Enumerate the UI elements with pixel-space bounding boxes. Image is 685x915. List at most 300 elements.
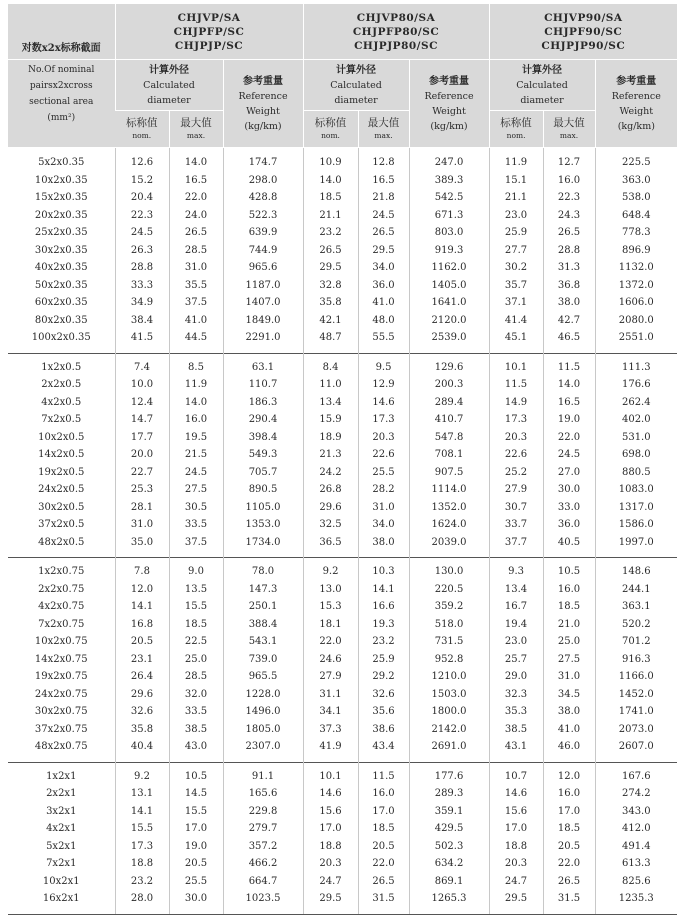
value-cell: 639.9 [223, 224, 303, 242]
value-cell: 26.5 [358, 873, 409, 891]
value-cell: 701.2 [595, 633, 677, 651]
value-cell: 14.7 [115, 411, 169, 429]
value-cell: 35.8 [115, 721, 169, 739]
value-cell: 45.1 [489, 329, 543, 347]
value-cell: 27.7 [489, 242, 543, 260]
value-cell: 31.0 [543, 668, 595, 686]
value-cell: 31.3 [543, 259, 595, 277]
value-cell: 25.9 [358, 651, 409, 669]
value-cell: 36.5 [303, 534, 358, 552]
value-cell: 29.2 [358, 668, 409, 686]
table-row [8, 376, 677, 394]
value-cell: 542.5 [409, 189, 489, 207]
value-cell: 825.6 [595, 873, 677, 891]
value-cell: 24.5 [115, 224, 169, 242]
value-cell: 262.4 [595, 394, 677, 412]
value-cell: 731.5 [409, 633, 489, 651]
value-cell: 31.0 [358, 499, 409, 517]
value-cell: 30.0 [169, 890, 223, 908]
value-cell: 33.3 [115, 277, 169, 295]
value-cell: 8.5 [169, 359, 223, 377]
value-cell: 19.0 [543, 411, 595, 429]
value-cell: 22.0 [169, 189, 223, 207]
value-cell: 466.2 [223, 855, 303, 873]
value-cell: 24.0 [169, 207, 223, 225]
value-cell: 298.0 [223, 172, 303, 190]
value-cell: 23.2 [115, 873, 169, 891]
weight-zh-label: 参考重量 [616, 75, 657, 87]
value-cell: 27.9 [489, 481, 543, 499]
value-cell: 363.1 [595, 598, 677, 616]
value-cell: 14.0 [303, 172, 358, 190]
value-cell: 29.5 [489, 890, 543, 908]
value-cell: 18.5 [543, 598, 595, 616]
value-cell: 33.5 [169, 703, 223, 721]
value-cell: 21.3 [303, 446, 358, 464]
table-row [8, 803, 677, 821]
value-cell: 1228.0 [223, 686, 303, 704]
calc-en-label: diameter [147, 94, 191, 106]
value-cell: 26.5 [543, 873, 595, 891]
size-cell: 24x2x0.75 [34, 688, 88, 700]
value-cell: 1105.0 [223, 499, 303, 517]
size-cell: 5x2x0.35 [38, 157, 85, 168]
first-col-en-line: No.Of nominal [28, 65, 95, 75]
value-cell: 22.6 [489, 446, 543, 464]
size-cell: 20x2x0.35 [34, 209, 88, 221]
first-col-en-line: sectional area [29, 97, 94, 107]
value-cell: 24.5 [543, 446, 595, 464]
value-cell: 18.9 [303, 429, 358, 447]
value-cell: 1496.0 [223, 703, 303, 721]
weight-header-3 [595, 60, 677, 148]
value-cell: 9.3 [489, 563, 543, 581]
value-cell: 2551.0 [595, 329, 677, 347]
table-row [8, 651, 677, 669]
value-cell: 1606.0 [595, 294, 677, 312]
size-cell: 10x2x0.75 [34, 636, 88, 647]
max-en-label: max. [559, 131, 579, 140]
cable-spec-table [8, 4, 677, 915]
value-cell: 15.9 [303, 411, 358, 429]
value-cell: 20.3 [303, 855, 358, 873]
value-cell: 20.5 [169, 855, 223, 873]
value-cell: 18.8 [489, 838, 543, 856]
calc-en-label: Calculated [516, 79, 568, 91]
value-cell: 174.7 [223, 154, 303, 172]
value-cell: 35.6 [358, 703, 409, 721]
table-row [8, 154, 677, 172]
value-cell: 359.1 [409, 803, 489, 821]
value-cell: 531.0 [595, 429, 677, 447]
size-cell: 48x2x0.75 [34, 741, 88, 752]
value-cell: 708.1 [409, 446, 489, 464]
size-cell: 15x2x0.35 [34, 192, 88, 203]
value-cell: 502.3 [409, 838, 489, 856]
calc-en-label: Calculated [330, 79, 382, 91]
value-cell: 247.0 [409, 154, 489, 172]
first-col-en-line: (mm²) [47, 113, 76, 123]
value-cell: 1210.0 [409, 668, 489, 686]
value-cell: 22.0 [358, 855, 409, 873]
value-cell: 18.5 [169, 616, 223, 634]
value-cell: 289.4 [409, 394, 489, 412]
value-cell: 36.0 [543, 516, 595, 534]
size-cell: 50x2x0.35 [34, 279, 88, 291]
value-cell: 1805.0 [223, 721, 303, 739]
value-cell: 289.3 [409, 785, 489, 803]
weight-zh-label: 参考重量 [429, 75, 470, 87]
value-cell: 20.5 [358, 838, 409, 856]
value-cell: 32.0 [169, 686, 223, 704]
value-cell: 22.3 [543, 189, 595, 207]
value-cell: 11.0 [303, 376, 358, 394]
value-cell: 38.4 [115, 312, 169, 330]
value-cell: 20.0 [115, 446, 169, 464]
value-cell: 1162.0 [409, 259, 489, 277]
model-name: CHJVP80/SA [356, 11, 436, 24]
value-cell: 705.7 [223, 464, 303, 482]
value-cell: 41.0 [358, 294, 409, 312]
value-cell: 1114.0 [409, 481, 489, 499]
value-cell: 491.4 [595, 838, 677, 856]
spacer-cell [303, 908, 358, 915]
value-cell: 22.5 [169, 633, 223, 651]
size-cell: 19x2x0.5 [38, 466, 85, 478]
value-cell: 11.5 [358, 768, 409, 786]
nom-header-2 [303, 111, 358, 148]
value-cell: 23.0 [489, 207, 543, 225]
value-cell: 11.5 [489, 376, 543, 394]
first-col-en-line: pairsx2xcross [29, 81, 93, 91]
value-cell: 20.3 [489, 855, 543, 873]
nom-zh-label: 标称值 [500, 117, 532, 129]
size-cell: 5x2x1 [46, 840, 77, 852]
value-cell: 410.7 [409, 411, 489, 429]
value-cell: 26.5 [303, 242, 358, 260]
value-cell: 1317.0 [595, 499, 677, 517]
model-name: CHJPJP/SC [174, 39, 244, 52]
value-cell: 1132.0 [595, 259, 677, 277]
value-cell: 12.0 [115, 581, 169, 599]
table-row [8, 242, 677, 260]
value-cell: 27.5 [543, 651, 595, 669]
value-cell: 1235.3 [595, 890, 677, 908]
table-row [8, 499, 677, 517]
table-row [8, 703, 677, 721]
value-cell: 2142.0 [409, 721, 489, 739]
size-cell: 7x2x1 [46, 858, 77, 869]
value-cell: 43.1 [489, 738, 543, 756]
value-cell: 110.7 [223, 376, 303, 394]
value-cell: 1166.0 [595, 668, 677, 686]
value-cell: 32.8 [303, 277, 358, 295]
table-row [8, 873, 677, 891]
value-cell: 18.5 [358, 820, 409, 838]
value-cell: 37.5 [169, 294, 223, 312]
value-cell: 1849.0 [223, 312, 303, 330]
size-cell: 37x2x0.75 [34, 723, 88, 735]
value-cell: 15.2 [115, 172, 169, 190]
value-cell: 538.0 [595, 189, 677, 207]
size-cell: 80x2x0.35 [34, 314, 88, 326]
value-cell: 91.1 [223, 768, 303, 786]
size-cell: 30x2x0.5 [38, 501, 85, 513]
value-cell: 250.1 [223, 598, 303, 616]
value-cell: 37.7 [489, 534, 543, 552]
value-cell: 38.0 [543, 703, 595, 721]
value-cell: 20.5 [115, 633, 169, 651]
value-cell: 2120.0 [409, 312, 489, 330]
calc-en-label: diameter [334, 94, 378, 106]
value-cell: 20.5 [543, 838, 595, 856]
value-cell: 20.3 [489, 429, 543, 447]
value-cell: 33.7 [489, 516, 543, 534]
value-cell: 7.8 [115, 563, 169, 581]
value-cell: 18.8 [115, 855, 169, 873]
value-cell: 664.7 [223, 873, 303, 891]
value-cell: 1741.0 [595, 703, 677, 721]
value-cell: 1405.0 [409, 277, 489, 295]
value-cell: 27.5 [169, 481, 223, 499]
value-cell: 35.5 [169, 277, 223, 295]
value-cell: 1265.3 [409, 890, 489, 908]
value-cell: 25.3 [115, 481, 169, 499]
model-group-2 [303, 4, 489, 60]
weight-header-2 [409, 60, 489, 148]
value-cell: 1586.0 [595, 516, 677, 534]
table-row [8, 563, 677, 581]
value-cell: 28.2 [358, 481, 409, 499]
value-cell: 35.8 [303, 294, 358, 312]
nom-header-1 [115, 111, 169, 148]
value-cell: 10.5 [543, 563, 595, 581]
value-cell: 10.0 [115, 376, 169, 394]
size-cell: 14x2x0.75 [34, 653, 88, 665]
value-cell: 32.3 [489, 686, 543, 704]
table-row [8, 429, 677, 447]
value-cell: 18.1 [303, 616, 358, 634]
value-cell: 111.3 [595, 359, 677, 377]
value-cell: 34.5 [543, 686, 595, 704]
value-cell: 22.0 [303, 633, 358, 651]
table-row [8, 768, 677, 786]
table-row [8, 189, 677, 207]
value-cell: 15.3 [303, 598, 358, 616]
size-cell: 4x2x0.5 [41, 396, 82, 408]
value-cell: 28.1 [115, 499, 169, 517]
table-row [8, 534, 677, 552]
value-cell: 200.3 [409, 376, 489, 394]
value-cell: 29.6 [303, 499, 358, 517]
value-cell: 1997.0 [595, 534, 677, 552]
value-cell: 16.5 [358, 172, 409, 190]
size-cell: 14x2x0.5 [38, 449, 85, 460]
calc-diameter-header-1 [115, 60, 223, 111]
nom-zh-label: 标称值 [126, 117, 158, 129]
value-cell: 17.3 [115, 838, 169, 856]
model-group-3 [489, 4, 677, 60]
value-cell: 1407.0 [223, 294, 303, 312]
value-cell: 429.5 [409, 820, 489, 838]
value-cell: 30.7 [489, 499, 543, 517]
size-cell: 4x2x1 [46, 823, 77, 834]
size-cell: 1x2x1 [46, 770, 77, 782]
value-cell: 130.0 [409, 563, 489, 581]
value-cell: 42.1 [303, 312, 358, 330]
value-cell: 15.5 [169, 598, 223, 616]
value-cell: 26.5 [543, 224, 595, 242]
size-cell: 30x2x0.35 [34, 244, 88, 256]
value-cell: 9.2 [303, 563, 358, 581]
value-cell: 29.5 [303, 890, 358, 908]
weight-en-label: Reference [424, 90, 474, 102]
value-cell: 28.5 [169, 242, 223, 260]
value-cell: 16.6 [358, 598, 409, 616]
value-cell: 1372.0 [595, 277, 677, 295]
size-cell: 4x2x0.75 [38, 601, 85, 612]
value-cell: 18.8 [303, 838, 358, 856]
value-cell: 21.1 [303, 207, 358, 225]
weight-en-label: Weight [246, 105, 280, 117]
value-cell: 412.0 [595, 820, 677, 838]
value-cell: 778.3 [595, 224, 677, 242]
table-row [8, 277, 677, 295]
value-cell: 1352.0 [409, 499, 489, 517]
table-row [8, 581, 677, 599]
value-cell: 38.6 [358, 721, 409, 739]
spacer-cell [358, 908, 409, 915]
value-cell: 36.8 [543, 277, 595, 295]
first-col-header-en [8, 60, 115, 148]
table-row [8, 686, 677, 704]
value-cell: 41.0 [543, 721, 595, 739]
value-cell: 186.3 [223, 394, 303, 412]
value-cell: 35.7 [489, 277, 543, 295]
value-cell: 37.3 [303, 721, 358, 739]
value-cell: 1083.0 [595, 481, 677, 499]
value-cell: 919.3 [409, 242, 489, 260]
value-cell: 16.7 [489, 598, 543, 616]
value-cell: 26.8 [303, 481, 358, 499]
value-cell: 543.1 [223, 633, 303, 651]
value-cell: 18.5 [543, 820, 595, 838]
model-name: CHJPFP/SC [173, 25, 245, 38]
weight-unit-label: (kg/km) [617, 120, 655, 132]
size-cell: 2x2x0.5 [41, 379, 82, 390]
value-cell: 28.5 [169, 668, 223, 686]
value-cell: 55.5 [358, 329, 409, 347]
size-cell: 40x2x0.35 [34, 262, 88, 273]
model-group-1 [115, 4, 303, 60]
value-cell: 12.7 [543, 154, 595, 172]
value-cell: 23.2 [358, 633, 409, 651]
value-cell: 16.0 [358, 785, 409, 803]
value-cell: 14.6 [303, 785, 358, 803]
value-cell: 24.2 [303, 464, 358, 482]
table-body [8, 148, 677, 915]
calc-diameter-header-2 [303, 60, 409, 111]
table-row [8, 838, 677, 856]
value-cell: 26.3 [115, 242, 169, 260]
value-cell: 14.1 [115, 598, 169, 616]
value-cell: 36.0 [358, 277, 409, 295]
value-cell: 648.4 [595, 207, 677, 225]
table-row [8, 329, 677, 347]
max-zh-label: 最大值 [553, 117, 585, 129]
weight-en-label: Weight [619, 105, 654, 117]
value-cell: 26.4 [115, 668, 169, 686]
size-cell: 10x2x1 [42, 875, 80, 887]
value-cell: 31.0 [169, 259, 223, 277]
weight-zh-label: 参考重量 [243, 75, 283, 87]
value-cell: 1800.0 [409, 703, 489, 721]
value-cell: 1452.0 [595, 686, 677, 704]
value-cell: 17.0 [303, 820, 358, 838]
value-cell: 129.6 [409, 359, 489, 377]
value-cell: 14.1 [115, 803, 169, 821]
value-cell: 890.5 [223, 481, 303, 499]
value-cell: 31.1 [303, 686, 358, 704]
calc-zh-label: 计算外径 [149, 64, 189, 76]
value-cell: 34.9 [115, 294, 169, 312]
value-cell: 32.6 [115, 703, 169, 721]
value-cell: 2539.0 [409, 329, 489, 347]
value-cell: 34.0 [358, 259, 409, 277]
value-cell: 1503.0 [409, 686, 489, 704]
value-cell: 34.1 [303, 703, 358, 721]
value-cell: 33.0 [543, 499, 595, 517]
size-cell: 100x2x0.35 [31, 332, 91, 343]
value-cell: 13.4 [489, 581, 543, 599]
value-cell: 522.3 [223, 207, 303, 225]
value-cell: 24.5 [358, 207, 409, 225]
nom-en-label: nom. [506, 131, 526, 140]
size-cell: 24x2x0.5 [38, 484, 85, 495]
weight-header-1 [223, 60, 303, 148]
table-row [8, 633, 677, 651]
value-cell: 26.5 [169, 224, 223, 242]
value-cell: 23.1 [115, 651, 169, 669]
value-cell: 7.4 [115, 359, 169, 377]
table-row [8, 598, 677, 616]
value-cell: 12.4 [115, 394, 169, 412]
value-cell: 177.6 [409, 768, 489, 786]
spacer-cell [8, 908, 115, 915]
value-cell: 38.5 [169, 721, 223, 739]
table-row [8, 855, 677, 873]
value-cell: 17.0 [169, 820, 223, 838]
value-cell: 48.0 [358, 312, 409, 330]
calc-en-label: diameter [520, 94, 564, 106]
calc-zh-label: 计算外径 [522, 64, 563, 76]
value-cell: 896.9 [595, 242, 677, 260]
value-cell: 32.6 [358, 686, 409, 704]
value-cell: 14.0 [169, 154, 223, 172]
value-cell: 14.0 [543, 376, 595, 394]
size-cell: 37x2x0.5 [38, 519, 85, 530]
value-cell: 32.5 [303, 516, 358, 534]
table-row [8, 668, 677, 686]
value-cell: 916.3 [595, 651, 677, 669]
value-cell: 12.6 [115, 154, 169, 172]
value-cell: 41.4 [489, 312, 543, 330]
value-cell: 176.6 [595, 376, 677, 394]
size-cell: 2x2x0.75 [38, 583, 85, 595]
value-cell: 402.0 [595, 411, 677, 429]
table-row [8, 616, 677, 634]
value-cell: 35.3 [489, 703, 543, 721]
